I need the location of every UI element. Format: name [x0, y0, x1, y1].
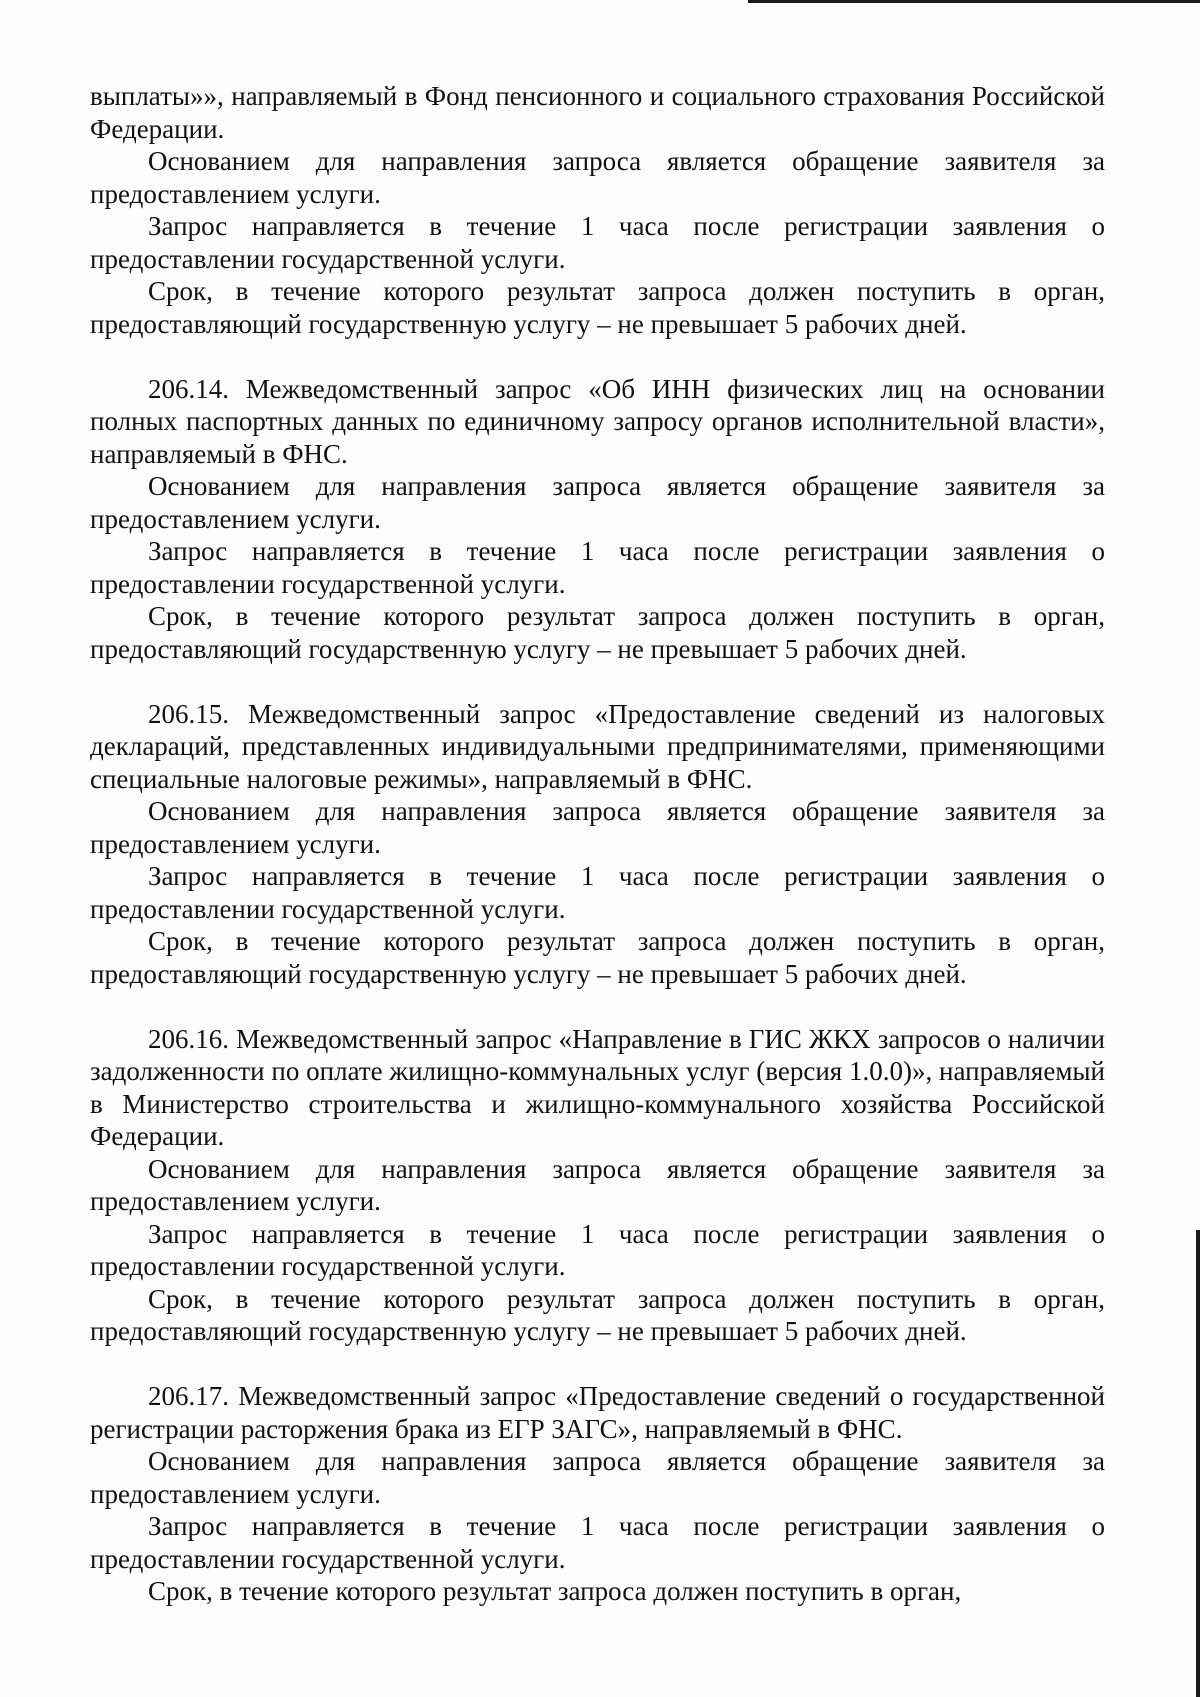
request-timing-paragraph: Запрос направляется в течение 1 часа после регистрации заявления о предоставлении государственной услуги.	[90, 536, 1105, 599]
document-body	[90, 80, 1105, 1608]
response-deadline-paragraph: Срок, в течение которого результат запроса должен поступить в орган, предоставляющий государственную услугу – не превышает 5 рабочих дней.	[90, 926, 1105, 989]
scan-edge-right	[1196, 1230, 1200, 1697]
section-heading: 206.17. Межведомственный запрос «Предоставление сведений о государственной регистрации расторжения брака из ЕГР ЗАГС», направляемый в ФНС.	[90, 1381, 1105, 1444]
section-206-14	[90, 373, 1105, 666]
response-deadline-paragraph: Срок, в течение которого результат запроса должен поступить в орган, предоставляющий государственную услугу – не превышает 5 рабочих дней.	[90, 1283, 1105, 1346]
request-timing-paragraph: Запрос направляется в течение 1 часа после регистрации заявления о предоставлении государственной услуги.	[90, 211, 1105, 274]
section-heading: 206.14. Межведомственный запрос «Об ИНН физических лиц на основании полных паспортных данных по единичному запросу органов исполнительной власти», направляемый в ФНС.	[90, 373, 1105, 469]
request-basis-paragraph: Основанием для направления запроса является обращение заявителя за предоставлением услуги.	[90, 471, 1105, 534]
request-basis-paragraph: Основанием для направления запроса является обращение заявителя за предоставлением услуги.	[90, 146, 1105, 209]
section-206-17	[90, 1380, 1105, 1608]
section-heading: 206.15. Межведомственный запрос «Предоставление сведений из налоговых деклараций, представленных индивидуальными предпринимателями, применяющими специальные налоговые режимы», направляемый в ФНС.	[90, 698, 1105, 794]
section-206-15	[90, 698, 1105, 991]
request-timing-paragraph: Запрос направляется в течение 1 часа после регистрации заявления о предоставлении государственной услуги.	[90, 1218, 1105, 1281]
request-basis-paragraph: Основанием для направления запроса является обращение заявителя за предоставлением услуги.	[90, 1153, 1105, 1216]
section-heading: 206.16. Межведомственный запрос «Направление в ГИС ЖКХ запросов о наличии задолженности по оплате жилищно-коммунальных услуг (версия 1.0.0)», направляемый в Министерство строительства и жилищно-коммунального хозяйства Российской Федерации.	[90, 1023, 1105, 1151]
section-206-16	[90, 1023, 1105, 1348]
response-deadline-paragraph: Срок, в течение которого результат запроса должен поступить в орган, предоставляющий государственную услугу – не превышает 5 рабочих дней.	[90, 276, 1105, 339]
response-deadline-paragraph: Срок, в течение которого результат запроса должен поступить в орган,	[148, 1576, 962, 1606]
request-timing-paragraph: Запрос направляется в течение 1 часа после регистрации заявления о предоставлении государственной услуги.	[90, 1511, 1105, 1574]
section-heading: выплаты»», направляемый в Фонд пенсионного и социального страхования Российской Федерации.	[90, 81, 1105, 144]
scan-edge-top	[748, 0, 1200, 3]
section-intro	[90, 80, 1105, 340]
response-deadline-paragraph: Срок, в течение которого результат запроса должен поступить в орган, предоставляющий государственную услугу – не превышает 5 рабочих дней.	[90, 601, 1105, 664]
request-timing-paragraph: Запрос направляется в течение 1 часа после регистрации заявления о предоставлении государственной услуги.	[90, 861, 1105, 924]
request-basis-paragraph: Основанием для направления запроса является обращение заявителя за предоставлением услуги.	[90, 796, 1105, 859]
request-basis-paragraph: Основанием для направления запроса является обращение заявителя за предоставлением услуги.	[90, 1446, 1105, 1509]
